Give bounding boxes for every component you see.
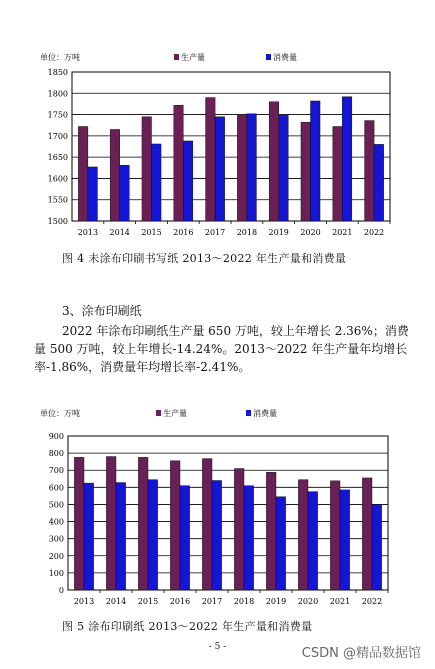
bar-consumption — [244, 486, 254, 590]
x-tick-label: 2020 — [297, 597, 319, 606]
bar-production — [330, 481, 340, 590]
bar-production — [269, 102, 279, 221]
bar-production — [174, 105, 184, 221]
bar-consumption — [116, 483, 126, 590]
chart-coated-paper — [0, 402, 435, 642]
bar-consumption — [183, 141, 193, 221]
legend-label: 消费量 — [253, 409, 277, 418]
x-tick-label: 2018 — [233, 597, 255, 606]
figure-4-caption: 图 4 未涂布印刷书写纸 2013～2022 年生产量和消费量 — [62, 252, 347, 265]
x-tick-label: 2013 — [73, 597, 95, 606]
y-tick-label: 1600 — [47, 174, 68, 184]
bar-production — [333, 126, 343, 221]
y-tick-label: 200 — [48, 551, 64, 561]
bar-consumption — [308, 492, 318, 590]
legend-swatch — [156, 410, 161, 416]
bar-consumption — [152, 144, 162, 221]
y-tick-label: 500 — [48, 500, 64, 510]
x-tick-label: 2015 — [137, 597, 159, 606]
x-tick-label: 2016 — [169, 597, 191, 606]
x-tick-label: 2017 — [204, 228, 226, 237]
x-tick-label: 2021 — [332, 228, 353, 237]
legend-label: 生产量 — [163, 409, 187, 418]
y-tick-label: 1550 — [47, 195, 68, 205]
x-tick-label: 2021 — [329, 597, 351, 606]
bar-chart-fig5 — [0, 402, 435, 642]
watermark: CSDN @精品数据馆 — [301, 646, 421, 661]
bar-consumption — [120, 165, 130, 221]
bar-production — [202, 459, 212, 590]
x-tick-label: 2017 — [201, 597, 223, 606]
legend-label: 消费量 — [273, 53, 297, 62]
page-number: - 5 - — [208, 642, 227, 652]
bar-production — [110, 129, 120, 221]
y-tick-label: 800 — [48, 449, 64, 459]
bar-consumption — [148, 480, 158, 590]
bar-consumption — [180, 486, 190, 590]
bar-production — [365, 121, 375, 221]
y-tick-label: 1700 — [47, 131, 68, 141]
x-tick-label: 2019 — [268, 228, 289, 237]
x-tick-label: 2019 — [265, 597, 287, 606]
bar-chart-fig4 — [0, 40, 435, 245]
y-tick-label: 1750 — [47, 110, 68, 120]
x-tick-label: 2015 — [141, 228, 162, 237]
x-tick-label: 2014 — [109, 228, 130, 237]
bar-consumption — [84, 483, 94, 590]
y-tick-label: 1800 — [47, 89, 68, 99]
unit-label: 单位：万吨 — [40, 53, 80, 62]
bar-consumption — [279, 115, 289, 221]
bar-consumption — [374, 144, 384, 221]
bar-consumption — [88, 167, 98, 221]
bar-consumption — [342, 97, 352, 221]
bar-consumption — [311, 101, 321, 221]
chart-untreated-paper — [0, 40, 435, 245]
bar-production — [78, 126, 88, 221]
x-tick-label: 2020 — [300, 228, 321, 237]
legend-swatch — [174, 54, 179, 60]
bar-consumption — [276, 497, 286, 590]
x-tick-label: 2018 — [236, 228, 258, 237]
body-paragraph: 2022 年涂布印刷纸生产量 650 万吨，较上年增长 2.36%；消费量 500 万吨，较上年增长-14.24%。2013～2022 年生产量年均增长率-1.86%，消费量年均增长率-2.41%。 — [34, 324, 409, 374]
section-heading: 3、涂布印刷纸 — [62, 304, 142, 318]
y-tick-label: 100 — [48, 568, 64, 578]
x-tick-label: 2014 — [105, 597, 127, 606]
y-tick-label: 0 — [58, 586, 64, 595]
y-tick-label: 1500 — [47, 217, 68, 226]
bar-consumption — [372, 504, 382, 590]
y-tick-label: 1650 — [47, 153, 68, 163]
y-tick-label: 400 — [48, 517, 64, 527]
y-tick-label: 700 — [48, 466, 64, 476]
x-tick-label: 2022 — [363, 228, 385, 237]
bar-consumption — [247, 114, 257, 221]
bar-production — [106, 457, 116, 590]
bar-production — [266, 472, 276, 590]
bar-production — [142, 117, 152, 221]
y-tick-label: 1850 — [47, 68, 68, 77]
bar-production — [234, 469, 244, 590]
bar-consumption — [212, 480, 222, 590]
y-tick-label: 600 — [48, 483, 64, 493]
bar-production — [74, 457, 84, 590]
x-tick-label: 2013 — [77, 228, 99, 237]
x-tick-label: 2022 — [361, 597, 383, 606]
bar-consumption — [340, 490, 350, 590]
bar-production — [301, 122, 311, 221]
legend-label: 生产量 — [181, 53, 205, 62]
bar-consumption — [215, 117, 225, 221]
bar-production — [237, 115, 247, 221]
y-tick-label: 900 — [48, 432, 64, 441]
unit-label: 单位：万吨 — [40, 409, 80, 418]
bar-production — [298, 480, 308, 590]
figure-5-caption: 图 5 涂布印刷纸 2013～2022 年生产量和消费量 — [62, 620, 313, 633]
legend-swatch — [266, 54, 271, 60]
legend-swatch — [246, 410, 251, 416]
bar-production — [170, 461, 180, 590]
x-tick-label: 2016 — [173, 228, 194, 237]
bar-production — [362, 478, 372, 590]
bar-production — [206, 98, 216, 221]
bar-production — [138, 457, 148, 590]
y-tick-label: 300 — [48, 534, 64, 544]
